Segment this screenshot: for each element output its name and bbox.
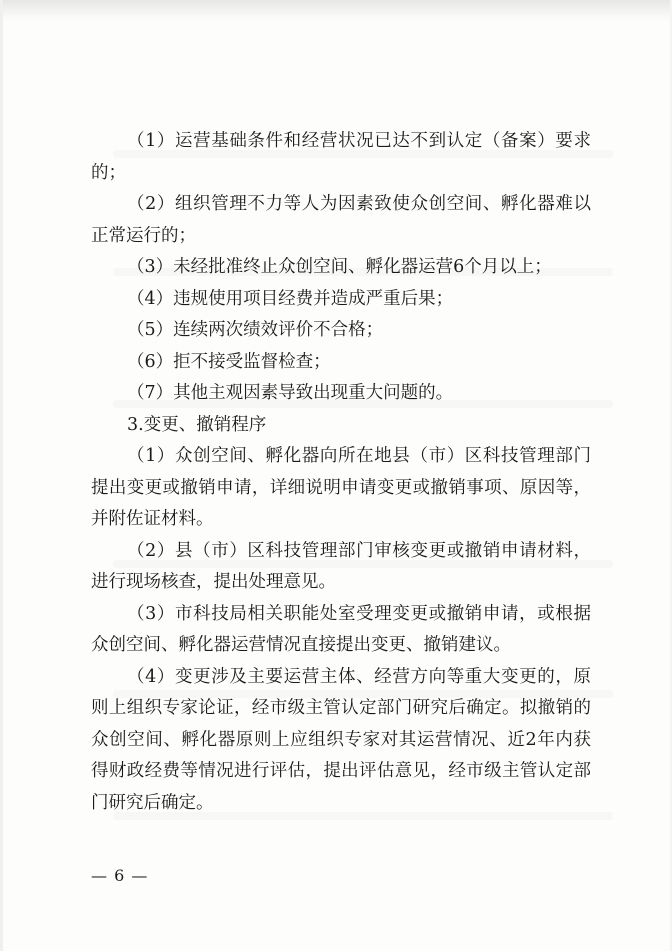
list-item: （2）县（市）区科技管理部门审核变更或撤销申请材料，进行现场核查，提出处理意见。 (91, 540, 591, 592)
list-item: （7）其他主观因素导致出现重大问题的。 (127, 383, 454, 403)
document-body (91, 126, 591, 819)
list-item: （6）拒不接受监督检查； (127, 351, 331, 372)
scan-top-edge (3, 0, 670, 22)
list-item: （3）未经批准终止众创空间、孵化器运营6个月以上； (127, 257, 552, 277)
list-item: （1）运营基础条件和经营状况已达不到认定（备案）要求的； (91, 131, 591, 183)
list-item: （4）违规使用项目经费并造成严重后果； (127, 288, 454, 309)
list-item: （5）连续两次绩效评价不合格； (127, 320, 384, 340)
page-number: — 6 — (91, 866, 149, 885)
section-heading: 3.变更、撤销程序 (127, 414, 267, 435)
list-item: （1）众创空间、孵化器向所在地县（市）区科技管理部门提出变更或撤销申请，详细说明申请变更或撤销事项、原因等，并附佐证材料。 (91, 446, 591, 529)
list-item: （3）市科技局相关职能处室受理变更或撤销申请，或根据众创空间、孵化器运营情况直接提出变更、撤销建议。 (91, 603, 591, 655)
list-item: （2）组织管理不力等人为因素致使众创空间、孵化器难以正常运行的； (91, 194, 591, 246)
list-item: （4）变更涉及主要运营主体、经营方向等重大变更的，原则上组织专家论证，经市级主管认定部门研究后确定。拟撤销的众创空间、孵化器原则上应组织专家对其运营情况、近2年内获得财政经费等情况进行评估，提出评估意见，经市级主管认定部门研究后确定。 (91, 666, 591, 813)
